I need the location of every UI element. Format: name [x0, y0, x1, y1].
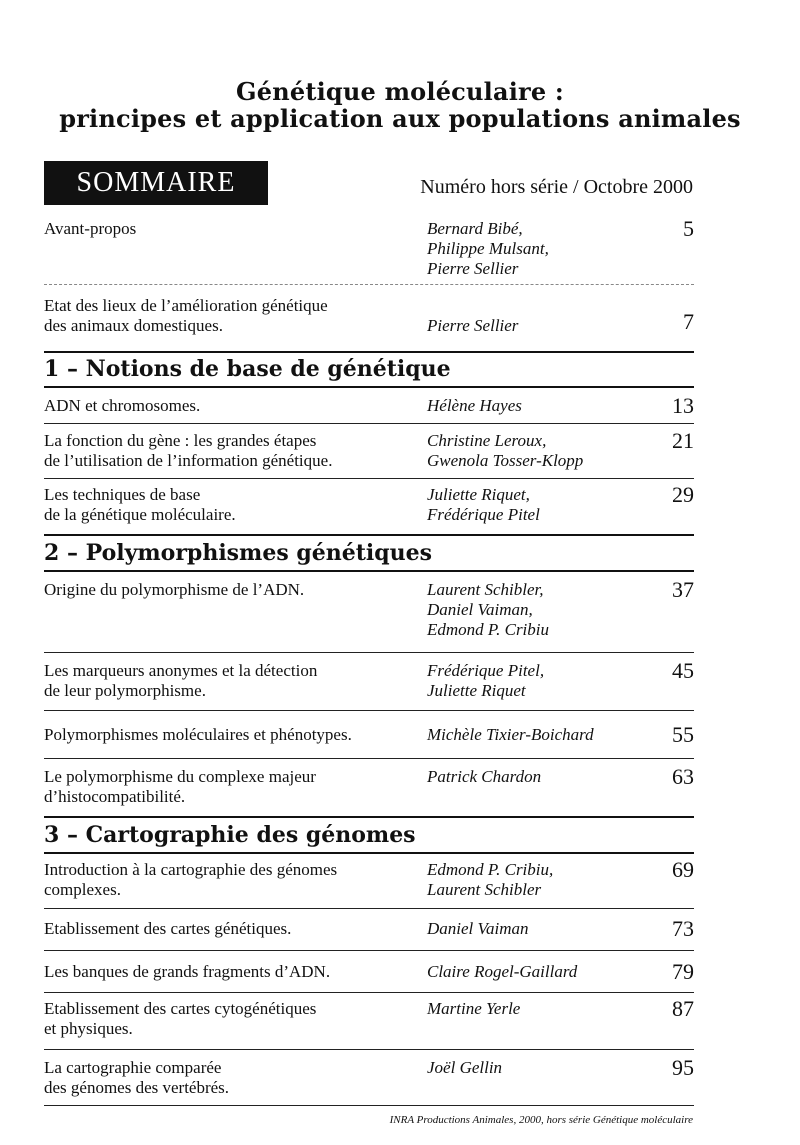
entry-authors: Michèle Tixier-Boichard	[427, 725, 594, 744]
entry-title: Etablissement des cartes génétiques.	[44, 919, 292, 938]
section-rule	[44, 386, 694, 388]
entry-page: 87	[672, 996, 694, 1021]
issue-info: Numéro hors série / Octobre 2000	[420, 176, 693, 198]
document-title	[0, 78, 800, 132]
entry-title: Etat des lieux de l’amélioration génétique des animaux domestiques.	[44, 296, 328, 335]
entry-title: Les marqueurs anonymes et la détection de leur polymorphisme.	[44, 661, 318, 700]
entry-authors: Bernard Bibé, Philippe Mulsant, Pierre Sellier	[427, 219, 549, 278]
section-heading: 2 – Polymorphismes génétiques	[44, 540, 433, 566]
entry-authors: Daniel Vaiman	[427, 919, 529, 938]
section-rule	[44, 816, 694, 818]
divider	[44, 710, 694, 711]
title-line-1: Génétique moléculaire :	[236, 77, 564, 106]
entry-title: ADN et chromosomes.	[44, 396, 201, 415]
entry-authors: Claire Rogel-Gaillard	[427, 962, 578, 981]
entry-title: Avant-propos	[44, 219, 137, 238]
entry-authors: Patrick Chardon	[427, 767, 542, 786]
entry-title: Polymorphismes moléculaires et phénotypes.	[44, 725, 352, 744]
entry-authors: Laurent Schibler, Daniel Vaiman, Edmond P. Cribiu	[427, 580, 550, 639]
divider	[44, 908, 694, 909]
entry-authors: Frédérique Pitel, Juliette Riquet	[427, 661, 545, 700]
entry-page: 63	[672, 764, 694, 789]
divider	[44, 478, 694, 479]
entry-authors: Christine Leroux, Gwenola Tosser-Klopp	[427, 431, 584, 470]
entry-title: Le polymorphisme du complexe majeur d’histocompatibilité.	[44, 767, 316, 806]
entry-page: 21	[672, 428, 694, 453]
title-line-2: principes et application aux populations animales	[59, 104, 741, 133]
section-heading: 1 – Notions de base de génétique	[44, 356, 451, 382]
divider	[44, 950, 694, 951]
entry-authors: Joël Gellin	[427, 1058, 503, 1077]
section-rule	[44, 570, 694, 572]
entry-title: Origine du polymorphisme de l’ADN.	[44, 580, 305, 599]
entry-page: 7	[683, 309, 694, 334]
entry-page: 29	[672, 482, 694, 507]
entry-page: 73	[672, 916, 694, 941]
section-rule	[44, 534, 694, 536]
entry-title: Les techniques de base de la génétique moléculaire.	[44, 485, 236, 524]
entry-page: 45	[672, 658, 694, 683]
entry-authors: Pierre Sellier	[427, 316, 519, 335]
section-rule	[44, 852, 694, 854]
divider	[44, 1049, 694, 1050]
entry-page: 13	[672, 393, 694, 418]
section-rule	[44, 351, 694, 353]
divider	[44, 284, 694, 285]
entry-authors: Hélène Hayes	[427, 396, 522, 415]
footer-citation: INRA Productions Animales, 2000, hors série Génétique moléculaire	[389, 1114, 693, 1126]
entry-page: 69	[672, 857, 694, 882]
entry-title: La cartographie comparée des génomes des vertébrés.	[44, 1058, 230, 1097]
divider	[44, 652, 694, 653]
divider	[44, 423, 694, 424]
divider	[44, 992, 694, 993]
entry-title: Introduction à la cartographie des génomes complexes.	[44, 860, 338, 899]
divider	[44, 758, 694, 759]
entry-page: 79	[672, 959, 694, 984]
entry-page: 95	[672, 1055, 694, 1080]
divider	[44, 1105, 694, 1106]
entry-title: Etablissement des cartes cytogénétiques et physiques.	[44, 999, 317, 1038]
entry-page: 55	[672, 722, 694, 747]
entry-authors: Edmond P. Cribiu, Laurent Schibler	[427, 860, 554, 899]
entry-authors: Juliette Riquet, Frédérique Pitel	[427, 485, 540, 524]
sommaire-badge: SOMMAIRE	[44, 161, 268, 205]
entry-authors: Martine Yerle	[427, 999, 521, 1018]
entry-page: 37	[672, 577, 694, 602]
entry-title: La fonction du gène : les grandes étapes de l’utilisation de l’information génétique.	[44, 431, 333, 470]
section-heading: 3 – Cartographie des génomes	[44, 822, 416, 848]
entry-page: 5	[683, 216, 694, 241]
entry-title: Les banques de grands fragments d’ADN.	[44, 962, 331, 981]
